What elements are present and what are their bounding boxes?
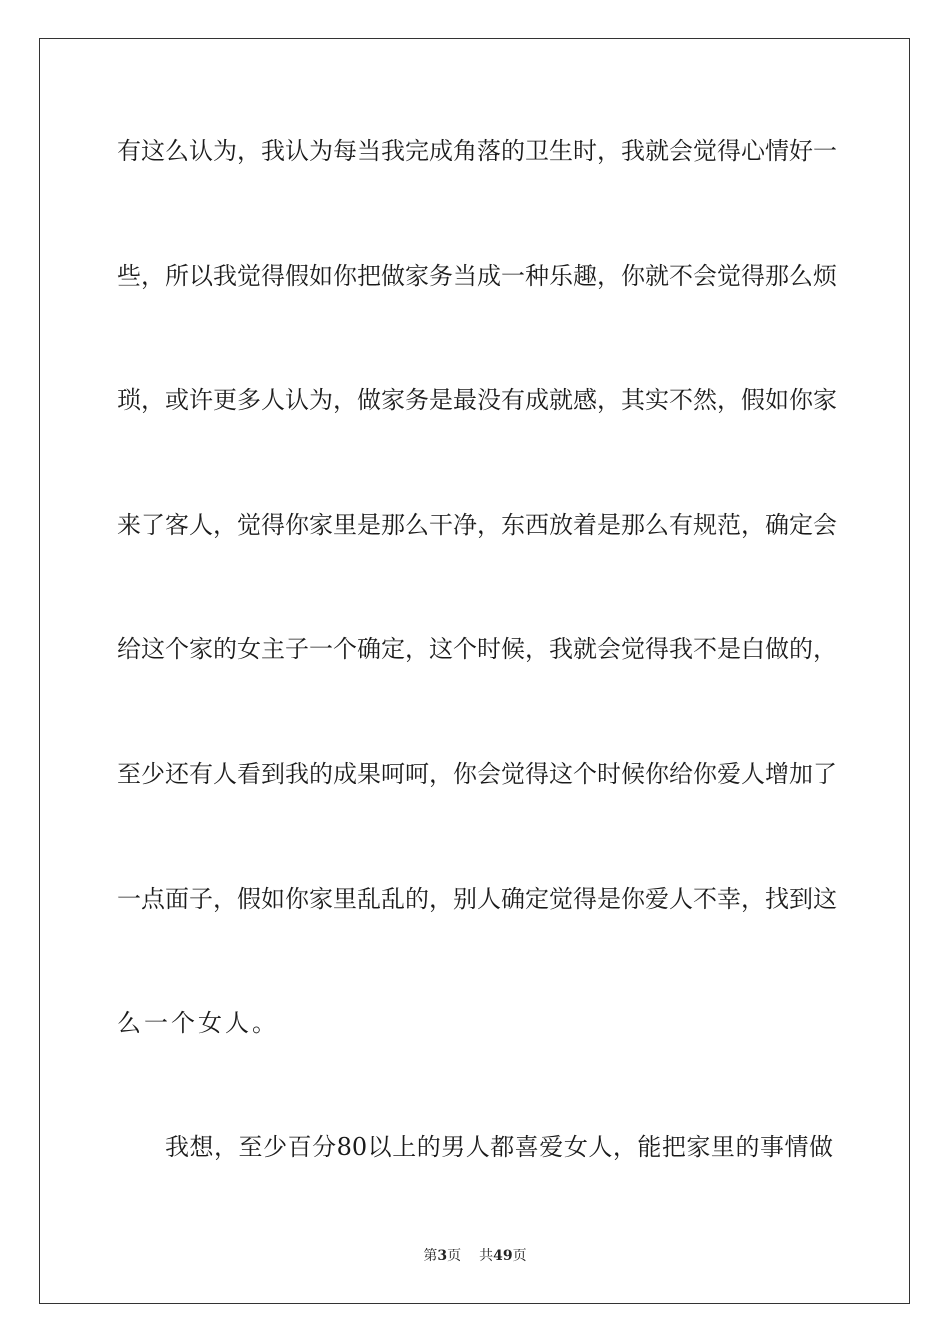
text-line-5: 给这个家的女主子一个确定，这个时候，我就会觉得我不是白做的，: [117, 635, 837, 663]
page-total: 49: [493, 1248, 513, 1264]
text-line-2: 些，所以我觉得假如你把做家务当成一种乐趣，你就不会觉得那么烦: [117, 262, 837, 290]
page-number: 3: [437, 1248, 448, 1264]
text-line-6: 至少还有人看到我的成果呵呵，你会觉得这个时候你给你爱人增加了: [117, 760, 837, 788]
page-suffix: 页: [447, 1248, 462, 1264]
text-line-9: 我想，至少百分80以上的男人都喜爱女人，能把家里的事情做: [165, 1133, 833, 1161]
page-prefix: 第: [423, 1248, 438, 1264]
text-line-7: 一点面子，假如你家里乱乱的，别人确定觉得是你爱人不幸，找到这: [117, 885, 837, 913]
text-line-8: 么一个女人。: [117, 1009, 279, 1037]
page-footer: [0, 1247, 950, 1265]
total-prefix: 共: [479, 1248, 494, 1264]
text-line-4: 来了客人，觉得你家里是那么干净，东西放着是那么有规范，确定会: [117, 511, 837, 539]
text-line-1: 有这么认为，我认为每当我完成角落的卫生时，我就会觉得心情好一: [117, 137, 837, 165]
page-border: [39, 38, 910, 1304]
total-suffix: 页: [512, 1248, 527, 1264]
text-line-3: 琐，或许更多人认为，做家务是最没有成就感，其实不然，假如你家: [117, 386, 837, 414]
